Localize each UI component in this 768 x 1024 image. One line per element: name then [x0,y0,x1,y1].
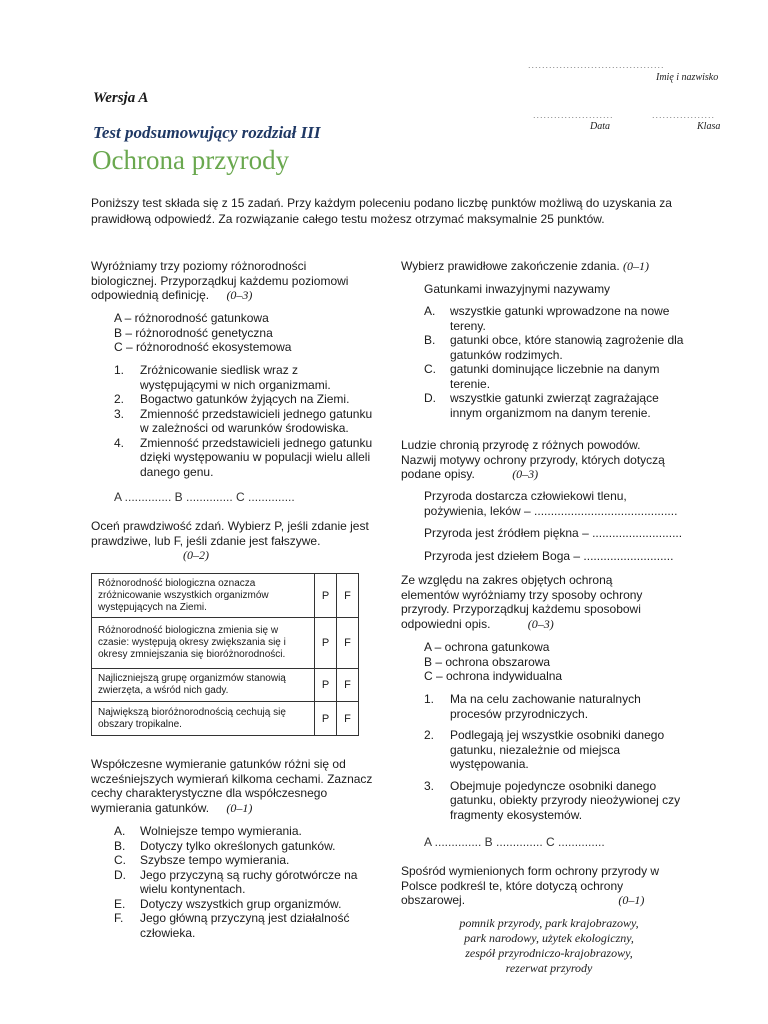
q6-descriptions [424,692,686,829]
list-item: 1. Ma na celu zachowanie naturalnych procesów przyrodniczych. [424,692,641,721]
q3-prompt [91,757,373,815]
q7-form-line[interactable]: rezerwat przyrody [505,961,593,975]
q2-true-false-table [91,573,359,736]
q4-prompt [401,259,691,274]
q7-prompt [401,864,669,908]
q5-item[interactable]: Przyroda jest źródłem piękna – ........................... [424,526,683,540]
q2-f-option[interactable]: F [337,618,359,669]
q6-points: (0–3) [527,616,554,631]
q2-f-option[interactable]: F [337,574,359,618]
q5-items [424,489,684,563]
q5-text: Ludzie chronią przyrodę z różnych powodów. Nazwij motywy ochrony przyrody, których dotyczą podane opisy. [401,438,665,481]
q3-points: (0–1) [226,800,253,815]
date-field-label: Data [590,121,610,132]
q2-p-option[interactable]: P [315,669,337,702]
q4-option[interactable]: A. wszystkie gatunki wprowadzone na nowe tereny. [424,304,670,333]
list-item: 2. Podlegają jej wszystkie osobniki danego gatunku, niezależnie od miejsca występowania. [424,728,665,771]
list-item: 1. Zróżnicowanie siedlisk wraz z występującymi w nich organizmami. [114,363,331,392]
version-label: Wersja A [93,90,149,106]
table-row [92,669,359,702]
q2-statement: Największą bioróżnorodnością cechują się obszary tropikalne. [92,702,315,736]
q7-forms [424,916,674,976]
q2-p-option[interactable]: P [315,618,337,669]
q7-form-line[interactable]: zespół przyrodniczo-krajobrazowy, [465,946,633,960]
table-row [92,618,359,669]
q2-statement: Najliczniejszą grupę organizmów stanowią zwierzęta, a wśród nich gady. [92,669,315,702]
q2-f-option[interactable]: F [337,702,359,736]
q3-option[interactable]: E. Dotyczy wszystkich grup organizmów. [114,896,342,911]
list-item: 3. Obejmuje pojedyncze osobniki danego gatunku, obiekty przyrody nieożywionej czy fragmenty ekosystemów. [424,778,681,822]
q3-text: Współczesne wymieranie gatunków różni się od wcześniejszych wymierań kilkoma cechami. Zaznacz cechy charakterystyczne dla współczesnego wymierania gatunków. [91,757,373,815]
q2-f-option[interactable]: F [337,669,359,702]
q4-stem: Gatunkami inwazyjnymi nazywamy [424,282,611,296]
q2-p-option[interactable]: P [315,702,337,736]
q4-option[interactable]: B. gatunki obce, które stanowią zagrożenie dla gatunków rodzimych. [424,333,684,362]
q1-text: Wyróżniamy trzy poziomy różnorodności biologicznej. Przyporządkuj każdemu poziomowi odpowiednią definicję. [91,259,349,302]
q1-points: (0–3) [226,288,253,302]
q5-item[interactable]: Przyroda jest dziełem Boga – ........................... [424,548,674,563]
q6-prompt [401,573,673,631]
q1-definitions [114,363,374,486]
q6-type: B – ochrona obszarowa [424,654,551,669]
q3-option[interactable]: A. Wolniejsze tempo wymierania. [114,824,302,838]
table-row [92,574,359,618]
q3-option[interactable]: D. Jego przyczyną są ruchy górotwórcze na wielu kontynentach. [114,867,358,896]
q4-options [424,304,686,420]
class-field-dots[interactable]: .................. [652,110,716,120]
q1-answer-line[interactable]: A .............. B .............. C .............. [114,490,295,504]
q5-prompt [401,438,669,482]
class-field-label: Klasa [697,121,721,132]
q2-statement: Różnorodność biologiczna oznacza zróżnicowanie wszystkich organizmów występujących na Ziemi. [92,574,315,618]
q2-text: Oceń prawdziwość zdań. Wybierz P, jeśli zdanie jest prawdziwe, lub F, jeśli zdanie jest fałszywe. [91,519,369,548]
q1-levels [114,311,291,355]
q4-option[interactable]: D. wszystkie gatunki zwierząt zagrażające innym organizmom na danym terenie. [424,391,659,420]
q3-option[interactable]: C. Szybsze tempo wymierania. [114,853,290,867]
q1-level: A – różnorodność gatunkowa [114,311,269,325]
q6-type: C – ochrona indywidualna [424,669,563,683]
q7-form-line[interactable]: pomnik przyrody, park krajobrazowy, [459,916,639,930]
list-item: 4. Zmienność przedstawicieli jednego gatunku dzięki występowaniu w populacji wielu alleli danego genu. [114,435,373,479]
q4-option[interactable]: C. gatunki dominujące liczebnie na danym terenie. [424,362,660,391]
q1-level: C – różnorodność ekosystemowa [114,340,292,354]
name-field-dots[interactable]: ....................................... [528,60,665,70]
q4-text: Wybierz prawidłowe zakończenie zdania. [401,259,620,273]
q2-points: (0–2) [183,548,209,562]
intro-text: Poniższy test składa się z 15 zadań. Przy każdym poleceniu podano liczbę punktów możliwą do uzyskania za prawidłową odpowiedź. Za rozwiązanie całego testu możesz otrzymać maksymalnie 25 punktów. [91,196,672,226]
test-subtitle: Test podsumowujący rozdział III [93,123,321,142]
q6-text: Ze względu na zakres objętych ochroną elementów wyróżniamy trzy sposoby ochrony przyrody. Przyporządkuj każdemu sposobowi odpowiedni opis. [401,573,643,631]
q3-options [114,824,372,940]
q6-answer-line[interactable]: A .............. B .............. C .............. [424,835,605,849]
q2-prompt [91,519,373,563]
q2-p-option[interactable]: P [315,574,337,618]
date-field-dots[interactable]: ....................... [533,110,614,120]
q6-type: A – ochrona gatunkowa [424,640,550,654]
q7-text: Spośród wymienionych form ochrony przyrody w Polsce podkreśl te, które dotyczą ochrony obszarowej. [401,864,660,907]
q5-points: (0–3) [512,467,539,481]
list-item: 2. Bogactwo gatunków żyjących na Ziemi. [114,392,350,406]
q5-item[interactable]: Przyroda dostarcza człowiekowi tlenu, pożywienia, leków – ........................................... [424,489,678,518]
page-title: Ochrona przyrody [92,145,290,175]
q1-prompt [91,259,353,303]
q3-option[interactable]: B. Dotyczy tylko określonych gatunków. [114,838,336,853]
q3-option[interactable]: F. Jego główną przyczyną jest działalność człowieka. [114,911,350,940]
q1-level: B – różnorodność genetyczna [114,325,273,340]
q7-form-line[interactable]: park narodowy, użytek ekologiczny, [464,931,634,945]
q7-points: (0–1) [618,893,645,907]
q2-statement: Różnorodność biologiczna zmienia się w czasie: występują okresy zwiększania się i okresy zmniejszania się bioróżnorodności. [92,618,315,669]
table-row [92,702,359,736]
name-field-label: Imię i nazwisko [656,72,719,83]
q4-points: (0–1) [623,259,650,273]
q6-types [424,640,562,684]
list-item: 3. Zmienność przedstawicieli jednego gatunku w zależności od warunków środowiska. [114,406,373,435]
